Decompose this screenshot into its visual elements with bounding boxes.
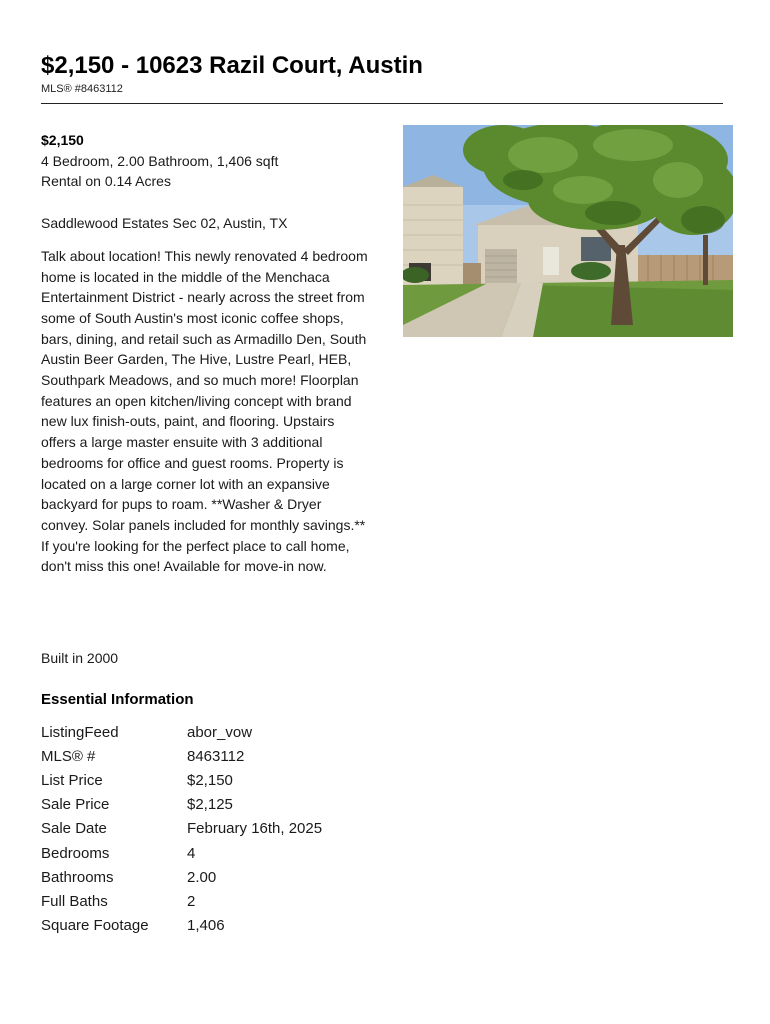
essential-info-row [41,768,322,792]
essential-info-row [41,889,322,913]
listing-summary [41,130,371,577]
essential-info-value: 2 [187,892,196,910]
essential-info-value: February 16th, 2025 [187,820,323,838]
subdivision-location: Saddlewood Estates Sec 02, Austin, TX [41,215,288,232]
essential-info-label: Sale Date [41,820,107,838]
year-built: Built in 2000 [41,650,119,666]
house-exterior-image [403,125,733,337]
essential-info-row [41,817,322,841]
essential-info-row [41,841,322,865]
essential-info-row [41,865,322,889]
essential-info-label: Bathrooms [41,868,114,886]
essential-info-value: abor_vow [187,723,253,741]
page-title: $2,150 - 10623 Razil Court, Austin [41,52,423,79]
essential-information-table [41,720,322,938]
property-type-acres: Rental on 0.14 Acres [41,173,171,190]
header-divider [41,103,723,104]
essential-information-heading: Essential Information [41,691,194,708]
essential-info-label: Bedrooms [41,844,110,862]
essential-info-value: 4 [187,844,196,862]
essential-info-label: MLS® # [41,747,96,765]
essential-info-row [41,744,322,768]
essential-info-label: Sale Price [41,796,110,814]
essential-info-row [41,793,322,817]
essential-info-value: $2,125 [187,796,233,814]
essential-info-label: Square Footage [41,917,149,935]
property-photo[interactable] [403,125,733,337]
essential-info-value: 8463112 [187,747,245,765]
essential-info-value: $2,150 [187,771,233,789]
essential-info-label: Full Baths [41,892,108,910]
essential-info-label: List Price [41,771,103,789]
listing-price: $2,150 [41,132,84,148]
beds-baths-sqft: 4 Bedroom, 2.00 Bathroom, 1,406 sqft [41,152,279,169]
essential-info-value: 2.00 [187,868,217,886]
mls-number-subtitle: MLS® #8463112 [41,83,123,95]
essential-info-row [41,914,322,938]
essential-info-label: ListingFeed [41,723,119,741]
essential-info-row [41,720,322,744]
listing-description: Talk about location! This newly renovated 4 bedroom home is located in the middle of the Menchaca Entertainment District - nearly across the street from some of South Austin's most iconic coffee shops, bars, dining, and retail such as Armadillo Den, South Austin Beer Garden, The Hive, Lustre Pearl, HEB, Southpark Meadows, and so much more! Floorplan features an open kitchen/living concept with brand new lux finish-outs, paint, and flooring. Upstairs offers a large master ensuite with 3 additional bedrooms for office and guest rooms. Property is located on a large corner lot with an expansive backyard for pups to roam. **Washer & Dryer convey. Solar panels included for monthly savings.** If you're looking for the perfect place to call home, don't miss this one! Available for move-in now. [41,247,368,575]
essential-info-value: 1,406 [187,917,225,935]
